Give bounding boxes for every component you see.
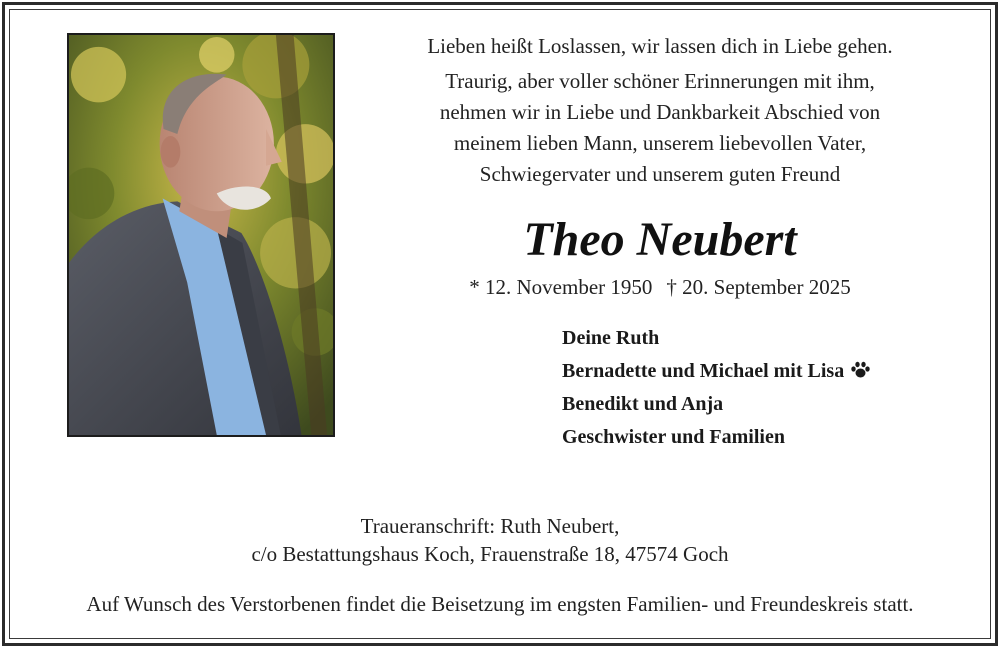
mourner-entry: Bernadette und Michael mit Lisa	[562, 355, 962, 388]
deceased-name: Theo Neubert	[523, 213, 797, 266]
life-dates	[360, 272, 960, 302]
mourning-address	[160, 512, 820, 568]
verse-farewell	[360, 66, 960, 190]
burial-note: Auf Wunsch des Verstorbenen findet die Beisetzung im engsten Familien- und Freundeskreis statt.	[86, 592, 914, 616]
portrait-illustration	[69, 35, 333, 435]
mourner-entry: Benedikt und Anja	[562, 393, 724, 415]
verse-line: Schwiegervater und unserem guten Freund	[479, 162, 841, 186]
address-line: c/o Bestattungshaus Koch, Frauenstraße 18, 47574 Goch	[251, 542, 729, 566]
birth-date: * 12. November 1950	[469, 275, 653, 299]
verse-line: meinem lieben Mann, unserem liebevollen Vater,	[453, 131, 867, 155]
portrait-photo	[67, 33, 335, 437]
verse-line: Traurig, aber voller schöner Erinnerungen mit ihm,	[445, 69, 875, 93]
mourner-entry: Geschwister und Familien	[562, 426, 785, 448]
death-date: † 20. September 2025	[666, 275, 851, 299]
verse-line: nehmen wir in Liebe und Dankbarkeit Abschied von	[439, 100, 881, 124]
mourner-entry: Deine Ruth	[562, 327, 660, 349]
address-line: Traueranschrift: Ruth Neubert,	[360, 514, 620, 538]
mourners-list	[562, 322, 962, 454]
paw-print-icon	[850, 361, 870, 379]
verse-quote: Lieben heißt Loslassen, wir lassen dich in Liebe gehen.	[427, 34, 893, 58]
